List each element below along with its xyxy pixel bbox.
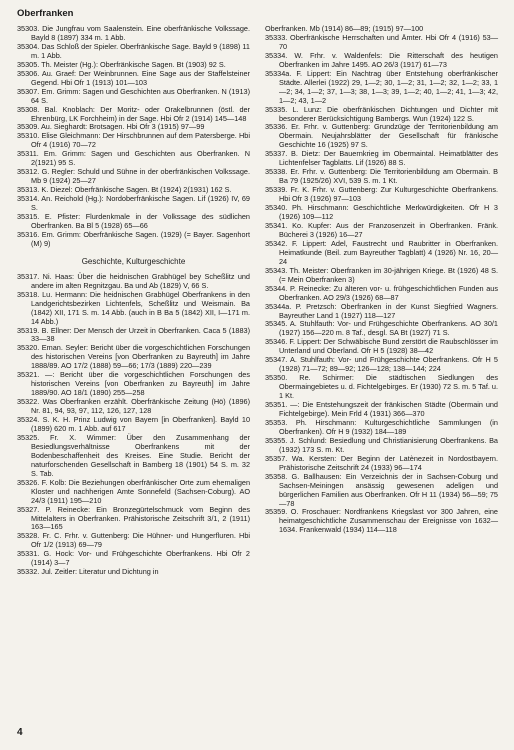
left-column	[17, 25, 250, 577]
bibliography-entry: 35350. Re. Schirmer: Die städtischen Siedlungen des Obermaingebietes u. d. Fichtelgebirges. Er (1930) 72 S. m. 5 Taf. u. 1 Kt.	[265, 373, 498, 401]
bibliography-entry: 35338. Er. Frhr. v. Guttenberg: Die Territorienbildung am Obermain. B Ba 79 (1925/26) XVI, 539 S. m. 1 Kt.	[265, 167, 498, 186]
bibliography-entry: 35340. Ph. Hirschmann: Geschichtliche Merkwürdigkeiten. Ofr H 3 (1926) 109—112	[265, 203, 498, 222]
right-column	[265, 25, 498, 535]
bibliography-entry: 35359. O. Froschauer: Nordfrankens Kriegslast vor 300 Jahren, eine heimatgeschichtliche Zusammenschau der Ereignisse von 1632—1634. Frankenwald (1934) 114—118	[265, 507, 498, 535]
bibliography-entry: 35321. —: Bericht über die vorgeschichtlichen Forschungen des historischen Vereins [von Oberfranken zu Bayreuth] im Jahre 1889/90. AO 18/1 (1890) 255—258	[17, 370, 250, 398]
bibliography-entry: 35327. P. Reinecke: Ein Bronzegürtelschmuck vom Beginn des Mittelalters in Oberfranken. Prähistorische Zeitschrift 3/1, 2 (1911) 163—165	[17, 504, 250, 532]
bibliography-entry: 35305. Th. Meister (Hg.): Oberfränkische Sagen. Bt (1903) 92 S.	[17, 59, 226, 69]
bibliography-entry: 35333. Oberfränkische Herrschaften und Ämter. Hbi Ofr 4 (1916) 53—70	[265, 32, 498, 51]
bibliography-entry: 35334a. F. Lippert: Ein Nachtrag über Entstehung oberfränkischer Städte. Allerlei (1922) 29, 1—2; 30, 1—2; 31, 1—2; 32, 1—2; 33, 1—2; 34, 1—2; 37, 1—3; 38, 1—3; 39, 1—2; 40, 1—2; 41, 1—3; 42, 1—2; 43, 1—2	[265, 68, 498, 105]
bibliography-entry: 35341. Ko. Kupfer: Aus der Franzosenzeit in Oberfranken. Fränk. Bücherei 3 (1926) 16—27	[265, 220, 498, 239]
bibliography-entry: 35337. B. Dietz: Der Bauernkrieg im Obermaintal. Heimatblätter des Lichtenfelser Tagblatts. Lif (1926) 88 S.	[265, 149, 498, 168]
bibliography-entry: 35328. Fr. C. Frhr. v. Guttenberg: Die Hühner- und Hungerfluren. Hbi Ofr 1/2 (1913) 69—79	[17, 531, 250, 550]
section-heading: Geschichte, Kulturgeschichte	[81, 256, 186, 266]
bibliography-entry: 35335. L. Lunz: Die oberfränkischen Dichtungen und Dichter mit besonderer Berücksichtigung Bambergs. Wun (1924) 122 S.	[265, 104, 498, 123]
bibliography-entry: 35313. K. Diezel: Oberfränkische Sagen. Bt (1924) 2(1931) 162 S.	[17, 185, 232, 195]
bibliography-entry: 35343. Th. Meister: Oberfranken im 30-jährigen Kriege. Bt (1926) 48 S. (= Mein Oberfranken 3)	[265, 265, 498, 284]
bibliography-entry: 35306. Au. Graef: Der Weinbrunnen. Eine Sage aus der Staffelsteiner Gegend. Hbi Ofr 1 (1913) 101—103	[17, 68, 250, 87]
bibliography-entry: 35353. Ph. Hirschmann: Kulturgeschichtliche Sammlungen (in Oberfranken). Ofr H 9 (1932) 184—189	[265, 417, 498, 436]
bibliography-entry: 35312. G. Regler: Schuld und Sühne in der oberfränkischen Volkssage. Mb 9 (1924) 25—27	[17, 167, 250, 186]
bibliography-entry: 35317. Ni. Haas: Über die heidnischen Grabhügel bey Scheßlitz und andere im alten Regnitzgau. Ba und Ab (1829) V, 66 S.	[17, 271, 250, 290]
bibliography-entry: 35346. F. Lippert: Der Schwäbische Bund zerstört die Raubschlösser im Unterland und Oberland. Ofr H 5 (1928) 38—42	[265, 337, 498, 356]
bibliography-entry: 35336. Er. Frhr. v. Guttenberg: Grundzüge der Territorienbildung am Obermain. Neujahrsblätter der Gesellschaft für fränkische Geschichte 16 (1925) 97 S.	[265, 122, 498, 150]
bibliography-entry: 35320. Eman. Seyler: Bericht über die vorgeschichtlichen Forschungen des historischen Vereins [von Oberfranken zu Bayreuth] im Jahre 1888/89. AO 17/2 (1888) 59—66; 17/3 (1889) 220—239	[17, 343, 250, 371]
bibliography-entry: 35347. A. Stuhlfauth: Vor- und Frühgeschichte Oberfrankens. Ofr H 5 (1928) 71—72; 89—92; 126—128; 138—144; 224	[265, 355, 498, 374]
bibliography-entry: 35332. Jul. Zeitler: Literatur und Dichtung in	[17, 567, 159, 577]
bibliography-entry: 35357. Wa. Kersten: Der Beginn der Latènezeit in Nordostbayern. Prähistorische Zeitschrift 24 (1933) 96—174	[265, 453, 498, 472]
bibliography-entry: 35344a. P. Pretzsch: Oberfranken in der Kunst Siegfried Wagners. Bayreuther Land 1 (1927) 118—127	[265, 301, 498, 320]
bibliography-entry: 35339. Fr. K. Frhr. v. Guttenberg: Zur Kulturgeschichte Oberfrankens. Hbi Ofr 3 (1926) 97—103	[265, 185, 498, 204]
bibliography-entry: 35326. F. Kolb: Die Beziehungen oberfränkischer Orte zum ehemaligen Kloster und nachherigen Amte Sonnefeld (Sachsen-Coburg). AO 24/3 (1911) 195—210	[17, 477, 250, 505]
bibliography-entry: 35310. Elise Gleichmann: Der Hirschbrunnen auf dem Patersberge. Hbi Ofr 4 (1916) 70—72	[17, 131, 250, 150]
bibliography-entry: 35311. Em. Grimm: Sagen und Geschichten aus Oberfranken. N 2(1921) 95 S.	[17, 149, 250, 168]
bibliography-entry: 35303. Die Jungfrau vom Saalenstein. Eine oberfränkische Volkssage. Bayld 8 (1897) 334 m. 1 Abb.	[17, 24, 250, 42]
bibliography-entry: 35318. Lu. Hermann: Die heidnischen Grabhügel Oberfrankens in den Landgerichtsbezirken Lichtenfels, Scheßlitz und Weismain. Ba (1842) XII, 171 S. m. 14 Abb. (auch in B Ba 5 (1842) XII, I—171 m. 14 Abb.)	[17, 289, 250, 326]
bibliography-entry: 35351. —: Die Entstehungszeit der fränkischen Städte (Obermain und Fichtelgebirge). Mein Frld 4 (1931) 366—370	[265, 400, 498, 418]
bibliography-entry: 35319. B. Ellner: Der Mensch der Urzeit in Oberfranken. Caca 5 (1883) 33—38	[17, 325, 250, 344]
bibliography-entry: Oberfranken. Mb (1914) 86—89; (1915) 97—100	[265, 24, 424, 33]
bibliography-entry: 35324. S. K. H. Prinz Ludwig von Bayern [in Oberfranken]. Bayld 10 (1899) 620 m. 1 Abb. auf 617	[17, 415, 250, 433]
bibliography-entry: 35308. Bal. Knoblach: Der Moritz- oder Orakelbrunnen (östl. der Ehrenbürg, LK Forchheim) in der Sage. Hbi Ofr 2 (1914) 145—148	[17, 104, 250, 123]
bibliography-entry: 35325. Fr. X. Wimmer: Über den Zusammenhang der Besiedlungsverhältnisse Oberfrankens mit der Bodenbeschaffenheit des Kreises. Eine Studie. Bericht der naturforschenden Gesellschaft in Bamberg 18 (1901) 54 S. m. 32 S. Tab.	[17, 432, 250, 478]
page-number: 4	[17, 727, 23, 738]
bibliography-entry: 35355. J. Schlund: Besiedlung und Christianisierung Oberfrankens. Ba (1932) 173 S. m. Kt.	[265, 435, 498, 454]
bibliography-entry: 35304. Das Schloß der Spieler. Oberfränkische Sage. Bayld 9 (1898) 11 m. 1 Abb.	[17, 41, 250, 60]
bibliography-entry: 35314. An. Reichold (Hg.): Nordoberfränkische Sagen. Lif (1926) IV, 69 S.	[17, 194, 250, 213]
bibliography-entry: 35358. G. Ballhausen: Ein Verzeichnis der in Sachsen-Coburg und Sachsen-Meiningen ansässig gewesenen adeligen und bürgerlichen Familien aus Oberfranken. Ofr H 11 (1934) 56—59; 75—78	[265, 471, 498, 508]
bibliography-entry: 35342. F. Lippert: Adel, Faustrecht und Raubritter in Oberfranken. Heimatkunde (Beil. zum Bayreuther Tagblatt) 4 (1926) Nr. 16, 20—24	[265, 238, 498, 266]
bibliography-entry: 35334. W. Frhr. v. Waldenfels: Die Ritterschaft des heutigen Oberfranken im Jahre 1495. AO 26/3 (1917) 61—73	[265, 50, 498, 69]
bibliography-entry: 35316. Em. Grimm: Oberfränkische Sagen. (1929) (= Bayer. Sagenhort (M) 9)	[17, 229, 250, 248]
bibliography-entry: 35322. Was Oberfranken erzählt. Oberfränkische Zeitung (Hö) (1896) Nr. 81, 94, 93, 97, 112, 126, 127, 128	[17, 397, 250, 416]
bibliography-entry: 35307. Em. Grimm: Sagen und Geschichten aus Oberfranken. N (1913) 64 S.	[17, 86, 250, 105]
bibliography-entry: 35331. G. Hock: Vor- und Frühgeschichte Oberfrankens. Hbi Ofr 2 (1914) 3—7	[17, 549, 250, 568]
bibliography-entry: 35345. A. Stuhlfauth: Vor- und Frühgeschichte Oberfrankens. AO 30/1 (1927) 156—220 m. 8 Taf., desgl. SA Bt (1927) 71 S.	[265, 319, 498, 338]
running-header: Oberfranken	[17, 8, 74, 19]
bibliography-entry: 35315. E. Pfister: Flurdenkmale in der Volkssage des südlichen Oberfranken. Ba Bl 5 (1928) 65—66	[17, 212, 250, 230]
bibliography-entry: 35309. Au. Sieghardt: Brotsagen. Hbi Ofr 3 (1915) 97—99	[17, 122, 205, 132]
bibliography-entry: 35344. P. Reinecke: Zu älteren vor- u. frühgeschichtlichen Funden aus Oberfranken. AO 29/3 (1926) 68—87	[265, 283, 498, 302]
